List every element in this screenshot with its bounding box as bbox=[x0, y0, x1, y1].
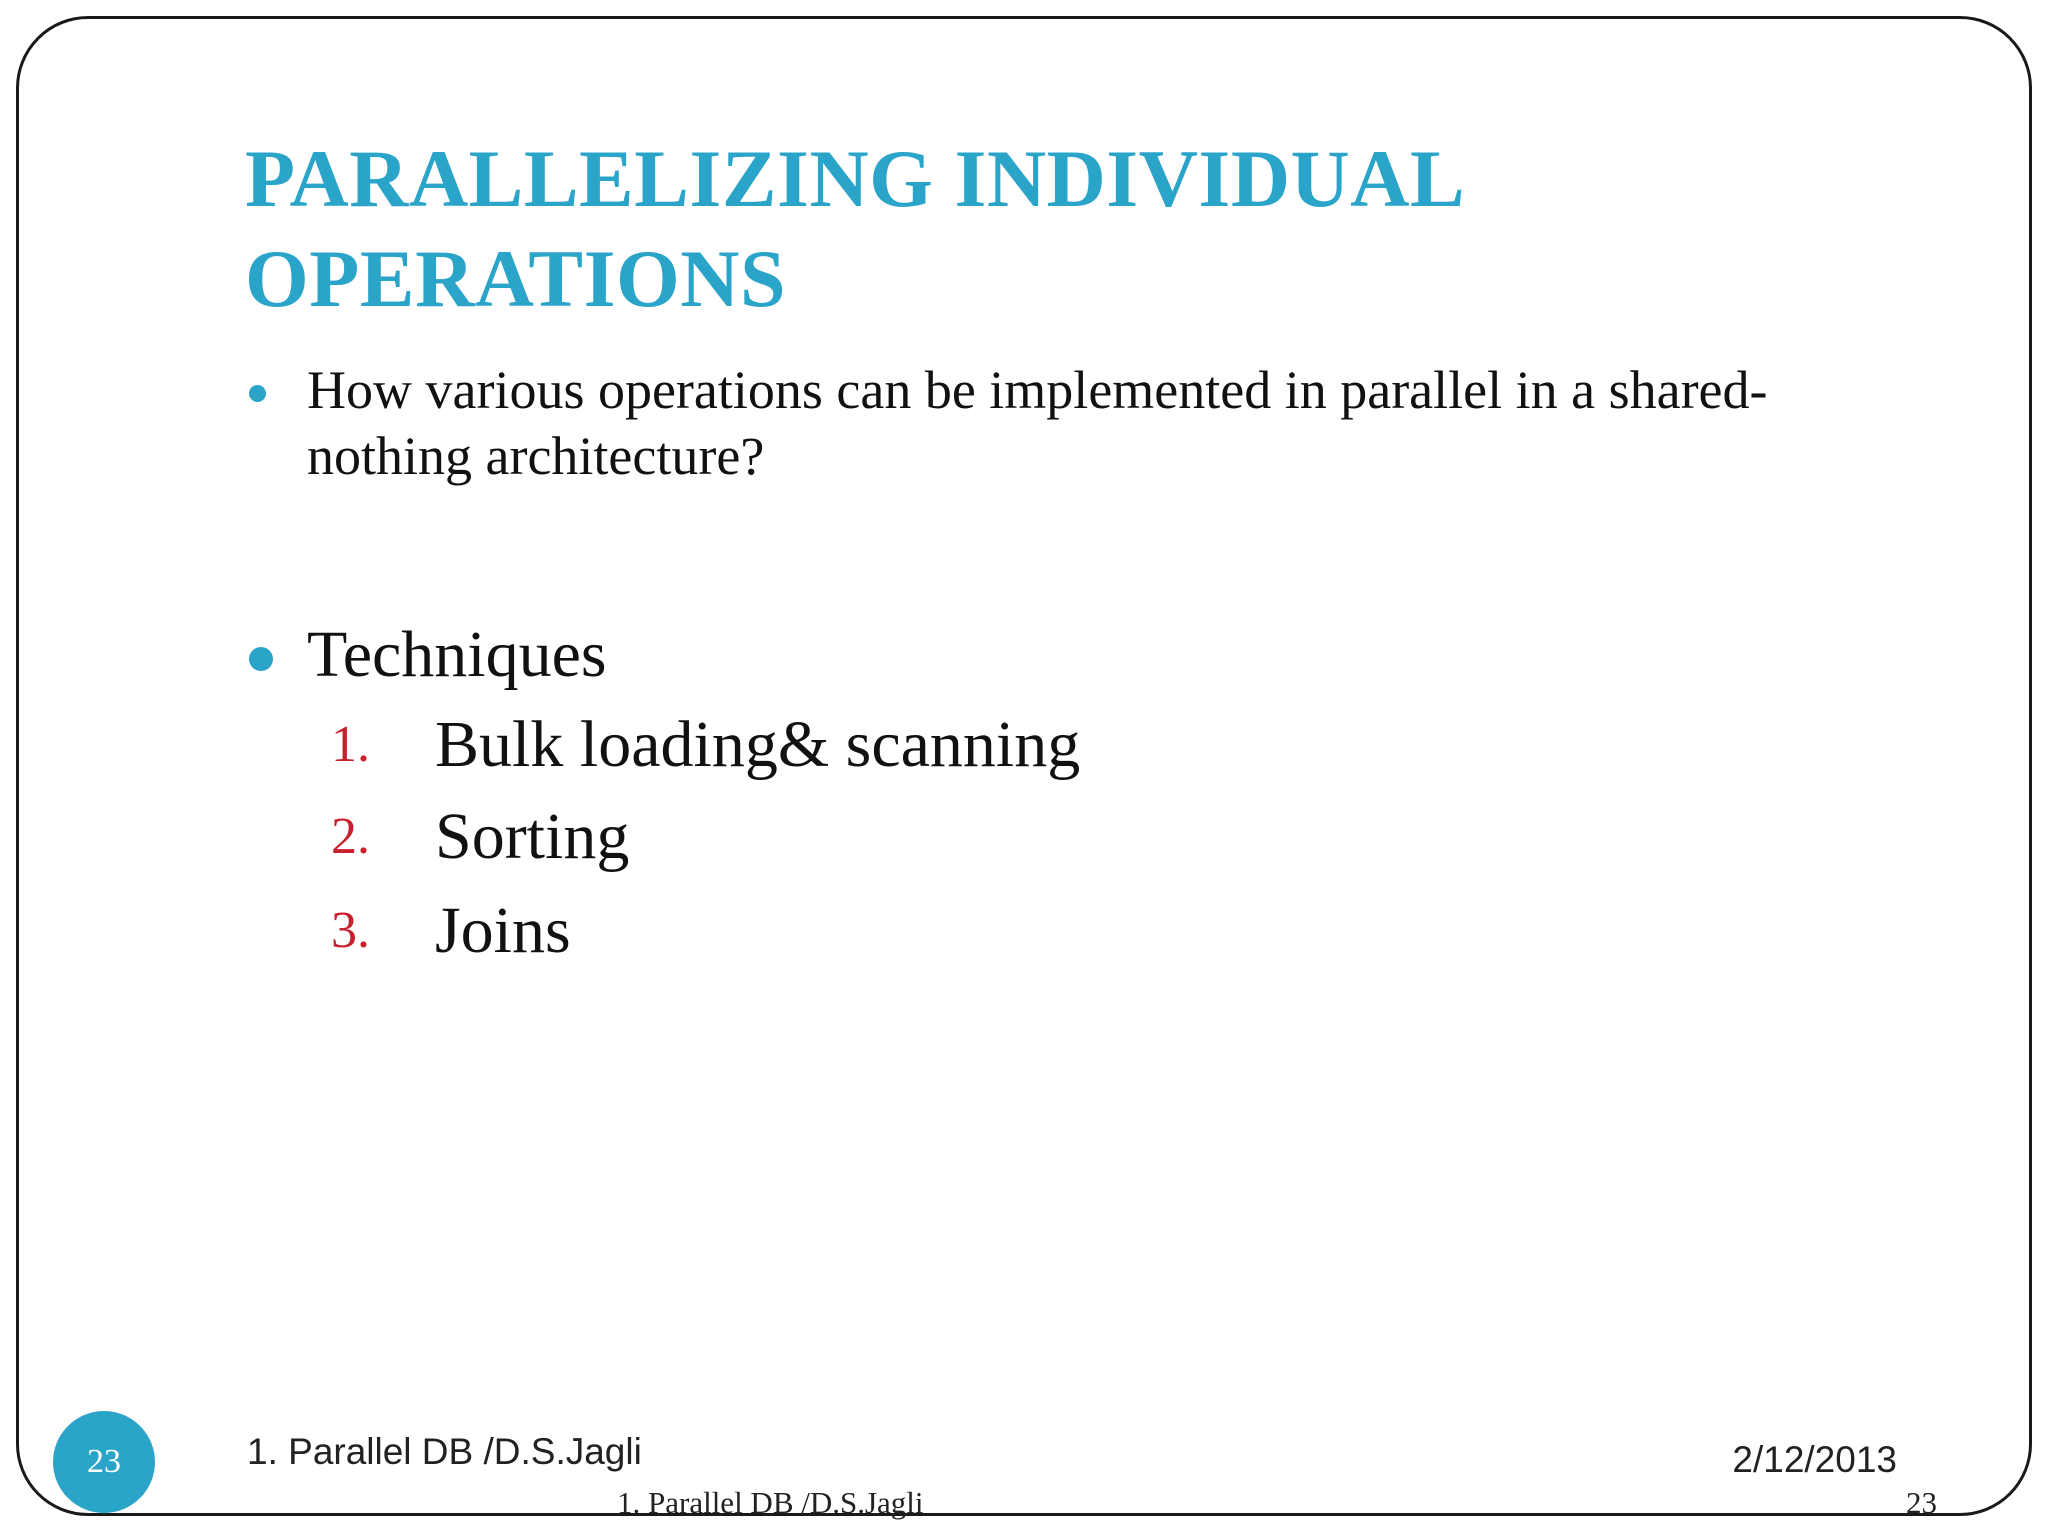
slide-frame bbox=[16, 16, 2032, 1520]
technique-label: Sorting bbox=[435, 800, 630, 873]
slide-title: PARALLELIZING INDIVIDUAL OPERATIONS bbox=[245, 133, 1461, 324]
footer-title: 1. Parallel DB /D.S.Jagli bbox=[247, 1431, 642, 1472]
bullet-text: How various operations can be implemented in parallel in a shared-nothing architecture? bbox=[307, 360, 1768, 486]
footer-center-text: 1. Parallel DB /D.S.Jagli bbox=[617, 1485, 924, 1520]
technique-number: 1. bbox=[331, 716, 370, 773]
bullet-dot-icon bbox=[249, 647, 273, 671]
technique-label: Joins bbox=[435, 894, 571, 967]
slide-number-badge: 23 bbox=[53, 1411, 155, 1513]
footer-date: 2/12/2013 bbox=[1732, 1439, 1897, 1480]
technique-label: Bulk loading& scanning bbox=[435, 708, 1081, 781]
bullet-dot-icon bbox=[249, 385, 266, 402]
footer-page-number: 23 bbox=[1906, 1485, 1937, 1520]
technique-number: 2. bbox=[331, 808, 370, 865]
bullet-text: Techniques bbox=[307, 618, 607, 691]
technique-number: 3. bbox=[331, 902, 370, 959]
